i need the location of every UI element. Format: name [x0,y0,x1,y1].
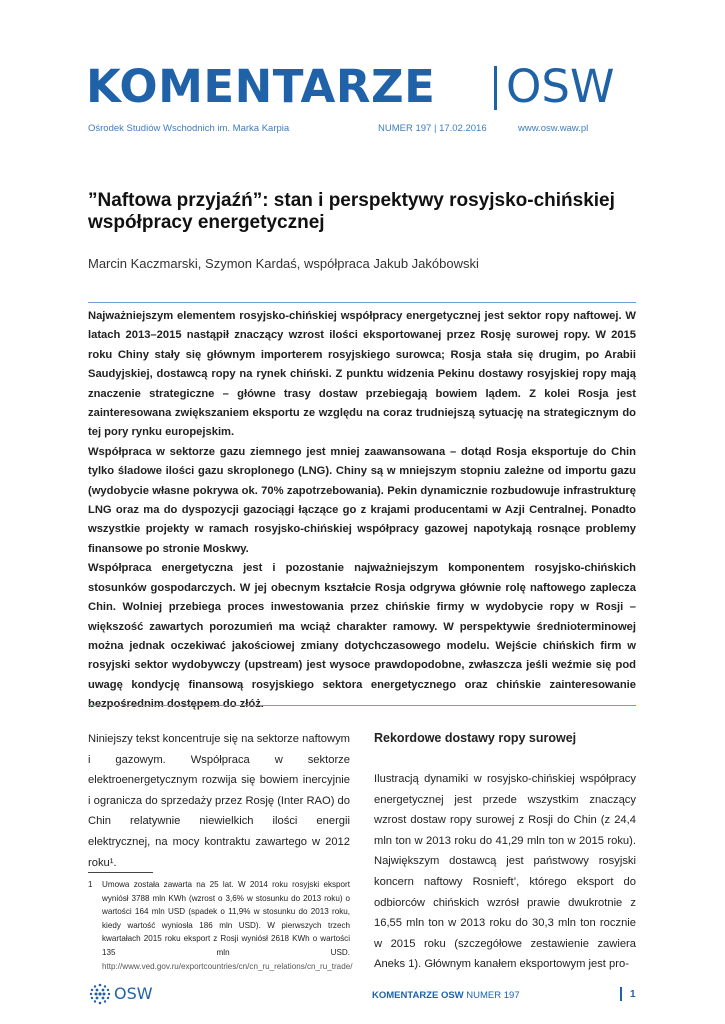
masthead-osw: OSW [506,60,615,113]
website-link[interactable]: www.osw.waw.pl [518,123,589,134]
globe-dots-icon [88,982,112,1006]
footnote-body [102,878,353,973]
summary-paragraph: Współpraca w sektorze gazu ziemnego jest mniej zaawansowana – dotąd Rosja eksportuje do Chin tylko śladowe ilości gazu skroplonego (LNG). Chiny są w mniejszym stopniu zależne od importu gazu (wydobycie własne pokrywa ok. 70% zapotrzebowania). Pekin dynamicznie rozbudowuje infrastrukturę LNG oraz ma do dyspozycji gazociągi łączące go z krajami producentami w Azji Centralnej. Ponadto wszystkie projekty w ramach rosyjsko-chińskiej współpracy gazowej napotykają rosnące problemy finansowe po stronie Moskwy. [88,445,636,555]
footer-separator [620,987,622,1001]
footnote-divider [88,872,153,873]
section-paragraph: Ilustracją dynamiki w rosyjsko-chińskiej współpracy energetycznej jest przede wszystkim znaczący wzrost dostaw ropy surowej z Rosji do Chin (z 24,4 mln ton w 2013 roku do 41,29 mln ton w 2015 roku). Największym dostawcą jest państwowy rosyjski koncern naftowy Rosnieft’, którego eksport do odbiorców chińskich wzrósł prawie dwukrotnie z 16,55 mln ton w 2013 roku do 30,3 mln ton rocznie w 2015 roku (szczegółowe zestawienie zawiera Aneks 1). Głównym kanałem eksportowym jest pro- [374,773,636,971]
osw-logo [88,982,168,1008]
footnote-marker: 1 [88,880,93,889]
issue-number-date: NUMER 197 | 17.02.2016 [378,123,487,134]
masthead [86,60,646,114]
left-column [88,729,350,873]
footnote-link[interactable]: http://www.ved.gov.ru/exportcountries/cn/cn_ru_relations/cn_ru_trade/ [102,961,353,971]
footer-issue-number: NUMER 197 [466,990,520,1001]
summary-bottom-divider [88,705,636,706]
masthead-separator [494,66,497,110]
footer-logo-text: OSW [114,984,153,1003]
footer-publication [372,990,520,1001]
footnote-text: Umowa została zawarta na 25 lat. W 2014 roku rosyjski eksport wyniósł 3788 mln KWh (wzrost o 3,6% w stosunku do 2013 roku) o wartości 164 mln USD (spadek o 11,9% w stosunku do 2013 roku, kiedy wartość wyniosła 186 mln USD). W pierwszych trzech kwartałach 2015 roku eksport z Rosji wyniósł 2618 KWh o wartości 135 mln USD. [102,880,350,957]
footer-publication-name: KOMENTARZE OSW [372,990,464,1001]
summary-paragraph: Najważniejszym elementem rosyjsko-chińskiej współpracy energetycznej jest sektor ropy naftowej. W latach 2013–2015 nastąpił znaczący wzrost ilości eksportowanej przez Rosję surowej ropy. W 2015 roku Chiny stały się głównym importerem rosyjskiego surowca; Rosja stała się drugim, po Arabii Saudyjskiej, dostawcą ropy na rynek chiński. Z punktu widzenia Pekinu dostawy rosyjskiej ropy mają znaczenie strategiczne – główne trasy dostaw przebiegają bowiem lądem. Z kolei Rosja jest zainteresowana zwiększaniem eksportu ze względu na coraz trudniejszą sytuację na strategicznym do tej pory rynku europejskim. [88,310,636,439]
intro-paragraph: Niniejszy tekst koncentruje się na sektorze naftowym i gazowym. Współpraca w sektorze elektroenergetycznym rozwija się bowiem inercyjnie i ogranicza do sprzedaży przez Rosję (Inter RAO) do Chin relatywnie niewielkich ilości energii elektrycznej, na mocy kontraktu zawartego w 2012 roku¹. [88,733,350,869]
article-authors: Marcin Kaczmarski, Szymon Kardaś, współpraca Jakub Jakóbowski [88,256,479,271]
right-column [374,729,636,975]
summary-box [88,307,636,715]
summary-top-divider [88,302,636,303]
summary-paragraph: Współpraca energetyczna jest i pozostanie najważniejszym komponentem rosyjsko-chińskich stosunków gospodarczych. W jej obecnym kształcie Rosja odgrywa głównie rolę naftowego zaplecza Chin. Wolniej przebiega proces inwestowania przez chińskie firmy w wydobycie ropy w Rosji – większość zawartych porozumień ma wciąż charakter ramowy. W perspektywie średnioterminowej można jednak oczekiwać jakościowej zmiany dotychczasowego modelu. Wejście chińskich firm w rosyjski sektor wydobywczy (upstream) jest wysoce prawdopodobne, zwłaszcza jeśli weźmie się pod uwagę kondycję finansową rosyjskiego sektora energetycznego oraz chińskie zainteresowanie [88,562,636,691]
organization-name: Ośrodek Studiów Wschodnich im. Marka Karpia [88,123,290,134]
section-heading: Rekordowe dostawy ropy surowej [374,731,577,745]
footnote [88,878,353,973]
article-title: ”Naftowa przyjaźń”: stan i perspektywy rosyjsko-chińskiej współpracy energetycznej [88,190,615,233]
masthead-title: KOMENTARZE [86,60,436,113]
page-number: 1 [630,989,636,1000]
